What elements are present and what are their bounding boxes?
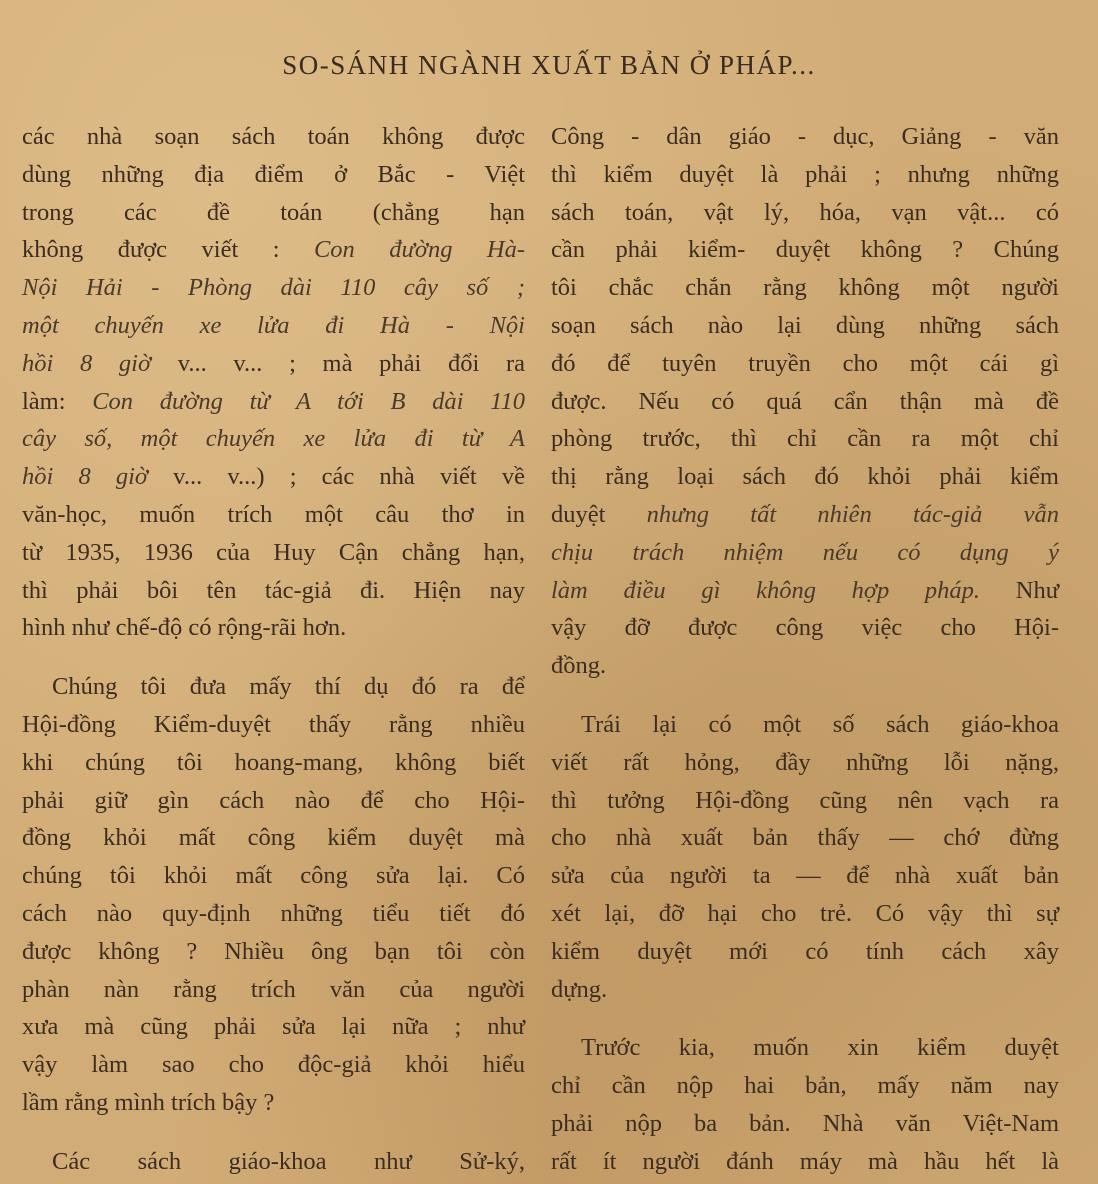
text-line: Trước kia, muốn xin kiểm duyệt (581, 1034, 1059, 1062)
text-run: Như (1015, 576, 1059, 604)
text-line: dựng. (551, 975, 608, 1003)
text-line: hình như chế-độ có rộng-rãi hơn. (22, 614, 347, 642)
text-line: từ 1935, 1936 của Huy Cận chẳng hạn, (22, 538, 525, 566)
text-line: lầm rằng mình trích bậy ? (22, 1088, 275, 1116)
text-run: làm: (22, 387, 66, 415)
italic-run: làm điều gì không hợp pháp. (551, 576, 981, 604)
text-line: cây số, một chuyến xe lửa đi từ A (22, 425, 525, 453)
text-line (551, 496, 1059, 534)
text-line: đó để tuyên truyền cho một cái gì (551, 349, 1059, 377)
paragraph-gap (551, 1008, 1059, 1029)
italic-run: Con đường từ A tới B dài 110 (92, 387, 525, 415)
paragraph-1 (551, 118, 1059, 685)
text-line: vậy làm sao cho độc-giả khỏi hiểu (22, 1051, 525, 1079)
text-line: xét lại, đỡ hại cho trẻ. Có vậy thì sự (551, 899, 1059, 927)
text-line: rất ít người đánh máy mà hầu hết là (551, 1147, 1059, 1175)
paragraph-gap (22, 1122, 525, 1143)
text-line: phải nộp ba bản. Nhà văn Việt-Nam (551, 1109, 1059, 1137)
text-line: thì phải bôi tên tác-giả đi. Hiện nay (22, 576, 525, 604)
text-run: duyệt (551, 500, 606, 528)
text-line (22, 345, 525, 383)
paragraph-gap (551, 685, 1059, 706)
paragraph-2 (551, 706, 1059, 1008)
text-line: Nội Hải - Phòng dài 110 cây số ; (22, 274, 525, 302)
text-line: trong các đề toán (chẳng hạn (22, 198, 525, 226)
text-line: cần phải kiểm- duyệt không ? Chúng (551, 236, 1059, 264)
text-line: chúng tôi khỏi mất công sửa lại. Có (22, 862, 525, 890)
text-line: một chuyến xe lửa đi Hà - Nội (22, 311, 525, 339)
text-line: khi chúng tôi hoang-mang, không biết (22, 748, 525, 776)
text-line: đồng. (551, 652, 607, 680)
text-run: không được viết : (22, 236, 280, 264)
text-line: các nhà soạn sách toán không được (22, 123, 525, 150)
text-line: phải giữ gìn cách nào để cho Hội- (22, 786, 525, 814)
text-line: Công - dân giáo - dục, Giảng - văn (551, 123, 1059, 150)
text-line: kiểm duyệt mới có tính cách xây (551, 937, 1059, 965)
text-line: chỉ cần nộp hai bản, mấy năm nay (551, 1072, 1059, 1100)
italic-run: hồi 8 giờ (22, 349, 152, 377)
text-line: soạn sách nào lại dùng những sách (551, 311, 1059, 339)
paragraph-2 (22, 668, 525, 1122)
text-line: xưa mà cũng phải sửa lại nữa ; như (22, 1013, 525, 1041)
text-line: tôi chắc chắn rằng không một người (551, 274, 1059, 302)
text-line: sách toán, vật lý, hóa, vạn vật... có (551, 198, 1059, 226)
right-column (551, 118, 1059, 1181)
text-line (22, 231, 525, 269)
paragraph-gap (22, 647, 525, 668)
italic-run: hồi 8 giờ (22, 463, 148, 491)
text-line (22, 458, 525, 496)
text-run: v... v...) ; các nhà viết về (173, 463, 525, 491)
text-line (551, 572, 1059, 610)
text-line: thị rằng loại sách đó khỏi phải kiểm (551, 463, 1059, 491)
text-line: cách nào quy-định những tiểu tiết đó (22, 899, 525, 927)
text-line: văn-học, muốn trích một câu thơ in (22, 500, 525, 528)
running-head: SO-SÁNH NGÀNH XUẤT BẢN Ở PHÁP... (282, 50, 816, 80)
text-line: thì kiểm duyệt là phải ; nhưng những (551, 160, 1059, 188)
text-line: cho nhà xuất bản thấy — chớ đừng (551, 824, 1059, 852)
text-line: được. Nếu có quá cẩn thận mà đề (551, 387, 1059, 415)
paragraph-3 (22, 1143, 525, 1181)
paragraph-1 (22, 118, 525, 647)
text-line: phòng trước, thì chỉ cần ra một chỉ (551, 425, 1059, 453)
text-line: chịu trách nhiệm nếu có dụng ý (551, 538, 1059, 566)
text-line: Chúng tôi đưa mấy thí dụ đó ra để (52, 673, 525, 701)
text-line: vậy đỡ được công việc cho Hội- (551, 614, 1059, 642)
text-line: phàn nàn rằng trích văn của người (22, 975, 525, 1003)
text-line: đồng khỏi mất công kiểm duyệt mà (22, 824, 525, 852)
text-line (22, 383, 525, 421)
text-run: v... v... ; mà phải đổi ra (177, 349, 525, 377)
text-line: dùng những địa điểm ở Bắc - Việt (22, 160, 525, 188)
italic-run: nhưng tất nhiên tác-giả vẫn (646, 500, 1060, 528)
text-line: Hội-đồng Kiểm-duyệt thấy rằng nhiều (22, 710, 525, 738)
text-line: Trái lại có một số sách giáo-khoa (581, 710, 1059, 738)
text-line: thì tưởng Hội-đồng cũng nên vạch ra (551, 786, 1059, 814)
left-column (22, 118, 525, 1181)
text-line: được không ? Nhiều ông bạn tôi còn (22, 937, 525, 965)
paragraph-3 (551, 1029, 1059, 1180)
text-line: sửa của người ta — để nhà xuất bản (551, 862, 1059, 890)
italic-run: Con đường Hà- (313, 236, 526, 264)
text-line: viết rất hỏng, đầy những lỗi nặng, (551, 748, 1059, 776)
text-line: Các sách giáo-khoa như Sử-ký, (52, 1147, 525, 1175)
